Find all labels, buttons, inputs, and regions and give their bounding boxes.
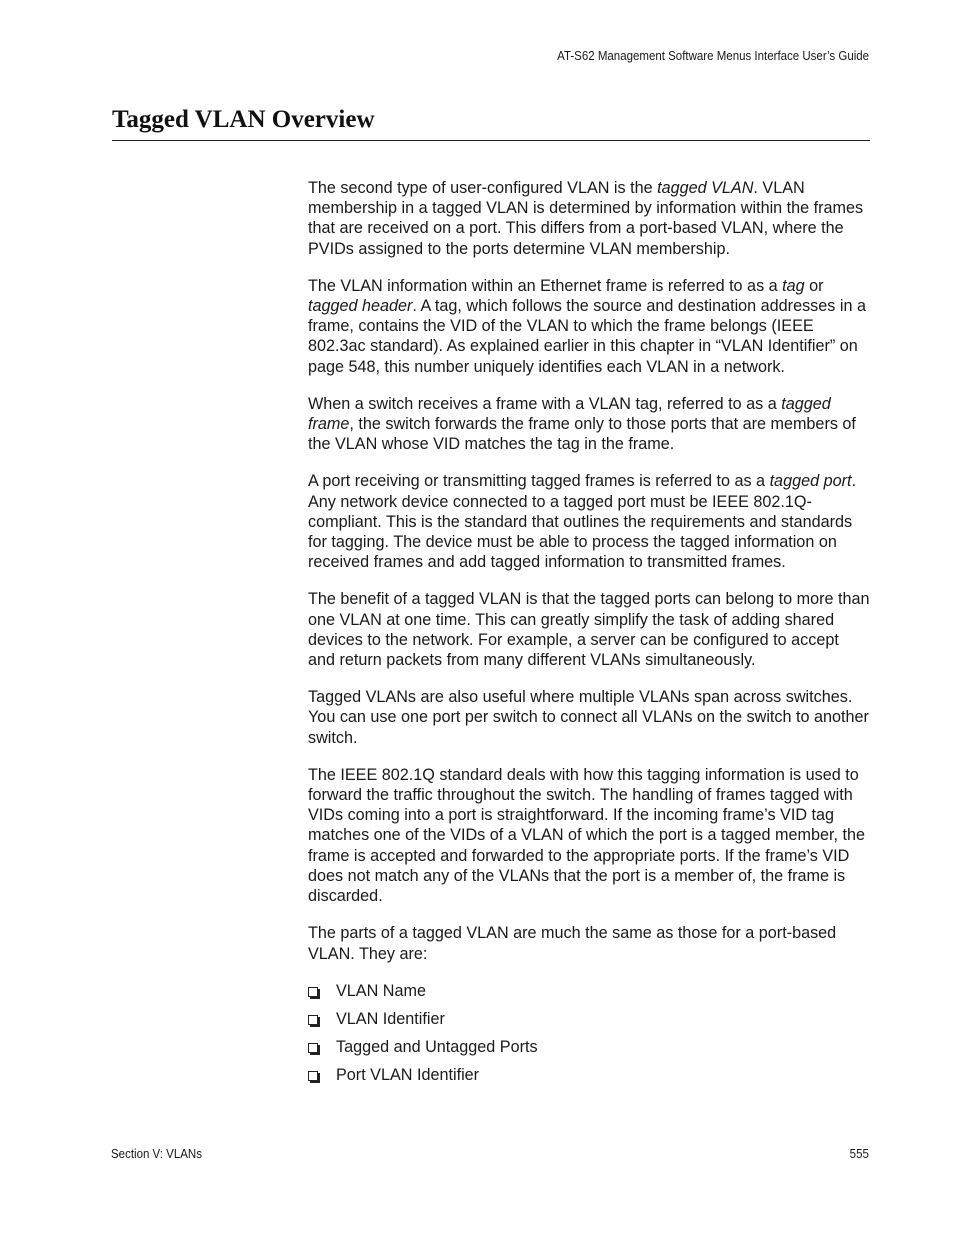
- section-title: Tagged VLAN Overview: [112, 106, 375, 133]
- footer-page-number: 555: [849, 1147, 869, 1161]
- checkbox-bullet-icon: [308, 987, 318, 997]
- list-item: VLAN Identifier: [308, 1009, 870, 1037]
- term-tagged-vlan: tagged VLAN: [657, 179, 754, 197]
- list-item: Tagged and Untagged Ports: [308, 1037, 870, 1065]
- term-tagged-port: tagged port: [769, 472, 852, 491]
- paragraph-ieee-8021q: The IEEE 802.1Q standard deals with how this tagging information is used to forward the traffic throughout the switch. The handling of frames tagged with VIDs coming into a port is straightforward. If the incoming frame’s VID tag matches one of the VIDs of a VLAN of which the port is a tagged member, the frame is accepted and forwarded to the appropriate ports. If the frame’s VID does not match any of the VLANs that the port is a member of, the frame is discarded.: [308, 765, 865, 906]
- checkbox-bullet-icon: [308, 1043, 318, 1053]
- list-item: VLAN Name: [308, 981, 870, 1009]
- vlan-parts-list: [308, 981, 870, 1093]
- checkbox-bullet-icon: [308, 1071, 318, 1081]
- footer-section-label: Section V: VLANs: [111, 1147, 202, 1161]
- paragraph-parts-intro: The parts of a tagged VLAN are much the same as those for a port-based VLAN. They are:: [308, 924, 837, 963]
- paragraph-multiple-switches: Tagged VLANs are also useful where multiple VLANs span across switches. You can use one port per switch to connect all VLANs on the switch to another switch.: [308, 688, 869, 747]
- term-tagged-frame: tagged frame: [308, 394, 831, 434]
- paragraph-tagged-vlan-definition: The second type of user-configured VLAN is the tagged VLAN. VLAN membership in a tagged VLAN is determined by information within the frames that are received on a port. This differs from a port-based VLAN, where the PVIDs assigned to the ports determine VLAN membership.: [308, 179, 864, 258]
- title-rule: [112, 140, 870, 141]
- checkbox-bullet-icon: [308, 1015, 318, 1025]
- paragraph-benefit: The benefit of a tagged VLAN is that the tagged ports can belong to more than one VLAN at one time. This can greatly simplify the task of adding shared devices to the network. For example, a server can be configured to accept and return packets from many different VLANs simultaneously.: [308, 590, 870, 670]
- term-tag: tag: [782, 276, 805, 295]
- term-tagged-header: tagged header: [308, 297, 413, 316]
- list-item: Port VLAN Identifier: [308, 1065, 870, 1093]
- paragraph-tagged-frame: When a switch receives a frame with a VLAN tag, referred to as a tagged frame, the switch forwards the frame only to those ports that are members of the VLAN whose VID matches the tag in the frame.: [308, 394, 856, 454]
- paragraph-tag-header: The VLAN information within an Ethernet frame is referred to as a tag or tagged header. A tag, which follows the source and destination addresses in a frame, contains the VID of the VLAN to which the frame belongs (IEEE 802.3ac standard). As explained earlier in this chapter in “VLAN Identifier” on page 548, this number uniquely identifies each VLAN in a network.: [308, 276, 866, 376]
- body-column: [308, 178, 870, 1093]
- running-header: AT-S62 Management Software Menus Interface User’s Guide: [557, 49, 869, 63]
- paragraph-tagged-port: A port receiving or transmitting tagged frames is referred to as a tagged port. Any network device connected to a tagged port must be IEEE 802.1Q-compliant. This is the standard that outlines the requirements and standards for tagging. The device must be able to process the tagged information on received frames and add tagged information to transmitted frames.: [308, 472, 856, 572]
